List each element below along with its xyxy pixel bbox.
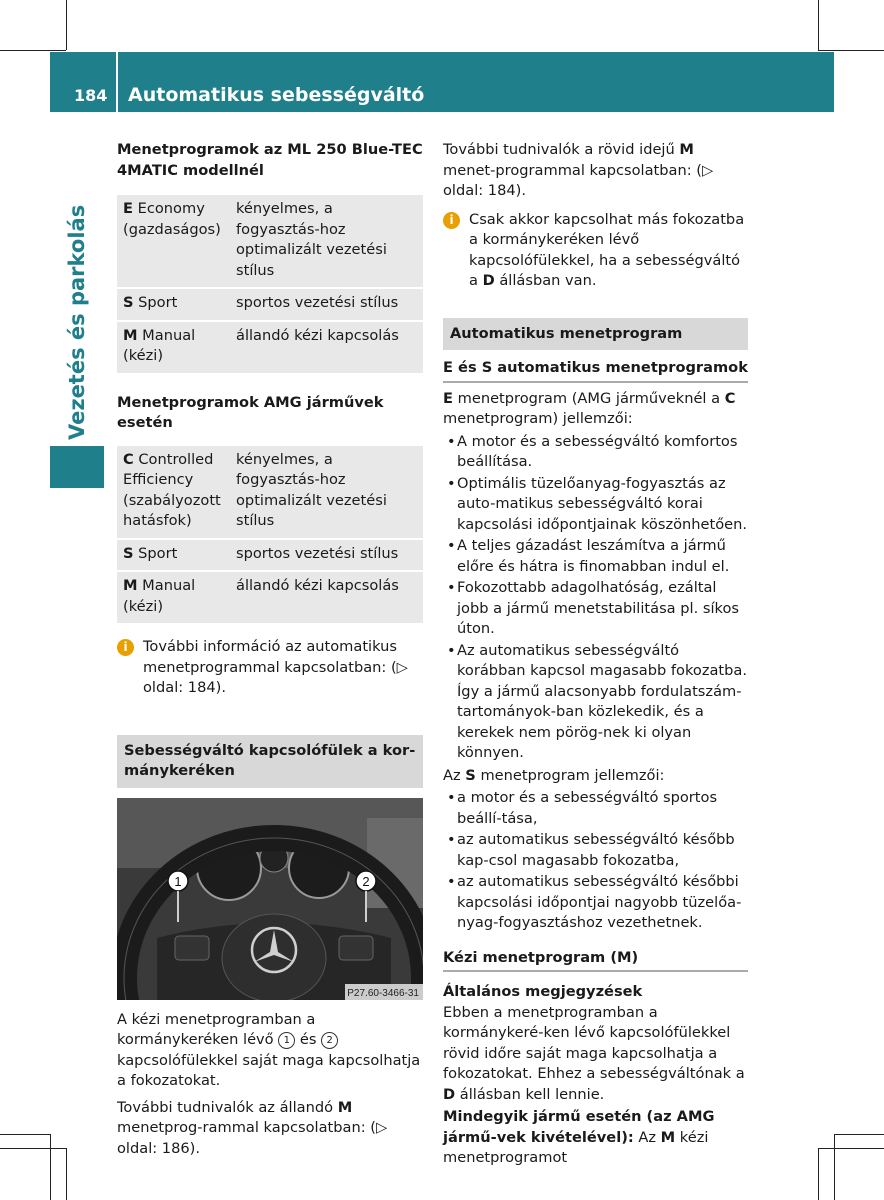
- heading-ml250: Menetprogramok az ML 250 Blue-TEC 4MATIC modellnél: [117, 141, 423, 179]
- page-title: Automatikus sebességváltó: [128, 84, 425, 106]
- list-item: • az automatikus sebességváltó később kap-csol magasabb fokozatba,: [443, 830, 748, 871]
- paragraph: E menetprogram (AMG járműveknél a C menetprogram) jellemzői:: [443, 389, 736, 427]
- table-row: C Controlled Efficiency (szabályozott hatásfok) kényelmes, a fogyasztás-hoz optimalizált vezetési stílus: [117, 445, 423, 539]
- crop-mark: [834, 1134, 835, 1200]
- crop-mark: [0, 1134, 50, 1135]
- section-heading-paddles: Sebességváltó kapcsolófülek a kor-mánykeréken: [117, 735, 423, 788]
- list-item: • az automatikus sebességváltó későbbi kapcsolási időpontjai nagyobb tüzelőa-nyag-fogyasztáshoz vezethetnek.: [443, 872, 748, 934]
- heading-amg: Menetprogramok AMG járművek esetén: [117, 393, 384, 431]
- info-note: i Csak akkor kapcsolhat más fokozatba a kormánykeréken lévő kapcsolófülekkel, ha a sebességváltó a D állásban van.: [443, 210, 748, 292]
- paragraph: Ebben a menetprogramban a kormánykeré-ken lévő kapcsolófülekkel rövid időre saját maga kapcsolhatja a fokozatokat. Ehhez a sebességváltónak a D állásban kell lennie.: [443, 1003, 745, 1103]
- list-item: • Az automatikus sebességváltó korábban kapcsol magasabb fokozatba. Így a jármű alacsonyabb fordulatszám-tartományok-ban közlekedik, és a kerekek nem pörög-nek ki olyan könnyen.: [443, 641, 748, 764]
- crop-mark: [818, 0, 819, 50]
- steering-wheel-illustration: [117, 798, 423, 1000]
- info-icon: i: [443, 212, 460, 229]
- header-divider: [116, 52, 118, 112]
- crop-mark: [66, 0, 67, 50]
- crop-mark: [0, 1148, 66, 1149]
- photo-reference-label: P27.60-3466-31: [347, 987, 419, 999]
- subheading-manual: Kézi menetprogram (M): [443, 948, 748, 973]
- crop-mark: [818, 1148, 884, 1149]
- callout-ref-2: 2: [321, 1032, 338, 1049]
- subheading-e-s: E és S automatikus menetprogramok: [443, 358, 748, 383]
- callout-2: 2: [362, 873, 370, 889]
- page-number: 184: [74, 86, 108, 105]
- right-column: [443, 140, 748, 1169]
- table-row: M Manual (kézi) állandó kézi kapcsolás: [117, 571, 423, 623]
- crop-mark: [834, 1134, 884, 1135]
- crop-mark: [818, 1148, 819, 1200]
- table-row: S Sport sportos vezetési stílus: [117, 288, 423, 321]
- s-bullet-list: [443, 788, 748, 934]
- side-tab-label: Vezetés és parkolás: [65, 204, 89, 440]
- table-row: M Manual (kézi) állandó kézi kapcsolás: [117, 321, 423, 373]
- table-row: E Economy (gazdaságos) kényelmes, a fogyasztás-hoz optimalizált vezetési stílus: [117, 194, 423, 288]
- list-item: • Fokozottabb adagolhatóság, ezáltal jobb a jármű menetstabilitása pl. síkos úton.: [443, 578, 748, 640]
- program-table-amg: [117, 444, 423, 624]
- list-item: • A motor és a sebességváltó komfortos beállítása.: [443, 432, 748, 473]
- program-table-ml250: [117, 193, 423, 373]
- callout-ref-1: 1: [278, 1032, 295, 1049]
- heading-general-notes: Általános megjegyzések: [443, 983, 643, 1000]
- paragraph: A kézi menetprogramban a kormánykeréken lévő 1 és 2 kapcsolófülekkel saját maga kapcsolhatja a fokozatokat.: [117, 1010, 421, 1089]
- table-row: S Sport sportos vezetési stílus: [117, 539, 423, 572]
- list-item: • a motor és a sebességváltó sportos beállí-tása,: [443, 788, 748, 829]
- side-tab-marker: [50, 446, 104, 488]
- list-item: • A teljes gázadást leszámítva a jármű előre és hátra is finomabban indul el.: [443, 536, 748, 577]
- info-note: i További információ az automatikus menetprogrammal kapcsolatban: (▷ oldal: 184).: [117, 637, 423, 699]
- info-icon: i: [117, 639, 134, 656]
- crop-mark: [66, 1148, 67, 1200]
- paragraph: Mindegyik jármű esetén (az AMG jármű-vek kivételével): Az M kézi menetprogramot: [443, 1108, 715, 1166]
- crop-mark: [0, 50, 66, 51]
- steering-wheel-photo: [117, 798, 423, 1000]
- paragraph: Az S menetprogram jellemzői:: [443, 766, 665, 784]
- section-heading-auto: Automatikus menetprogram: [443, 318, 748, 351]
- paragraph: További tudnivalók az állandó M menetprog-rammal kapcsolatban: (▷ oldal: 186).: [117, 1098, 388, 1157]
- crop-mark: [818, 50, 884, 51]
- paragraph: További tudnivalók a rövid idejű M menet-programmal kapcsolatban: (▷ oldal: 184).: [443, 141, 714, 199]
- list-item: • Optimális tüzelőanyag-fogyasztás az auto-matikus sebességváltó korai kapcsolási időpontjainak köszönhetően.: [443, 474, 748, 536]
- crop-mark: [50, 1134, 51, 1200]
- left-column: [117, 140, 423, 1159]
- e-bullet-list: [443, 432, 748, 764]
- callout-1: 1: [174, 873, 182, 889]
